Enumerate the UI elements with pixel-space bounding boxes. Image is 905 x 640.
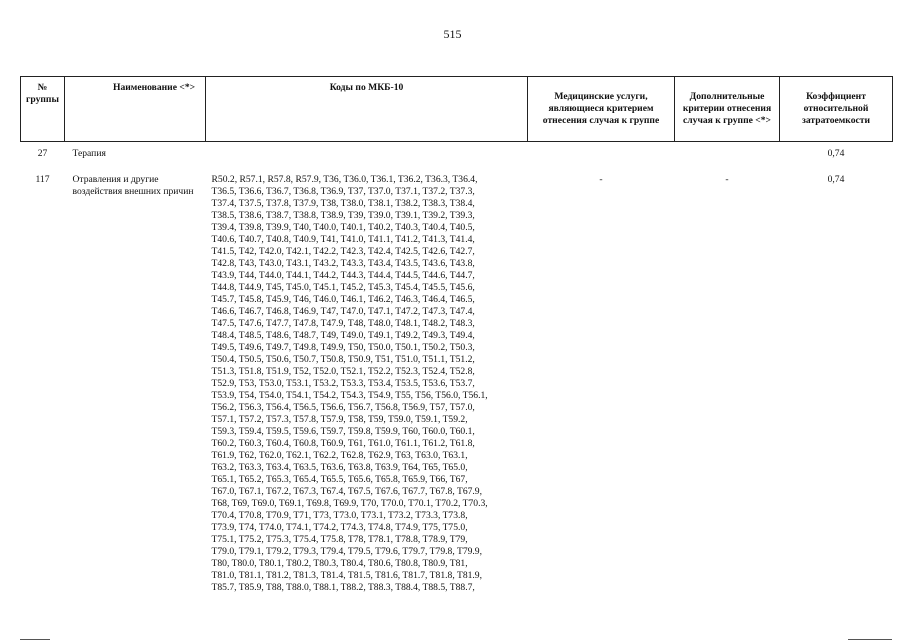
icd10-code-line: T38.5, T38.6, T38.7, T38.8, T38.9, T39, T39.0, T39.1, T39.2, T39.3, <box>211 210 475 221</box>
icd10-code-line: T80, T80.0, T80.1, T80.2, T80.3, T80.4, T80.6, T80.8, T80.9, T81, <box>211 558 468 569</box>
medical-services <box>528 148 675 168</box>
icd10-code-line: T85.7, T85.9, T88, T88.0, T88.1, T88.2, T88.3, T88.4, T88.5, T88.7, <box>211 582 475 593</box>
icd10-code-line: T43.9, T44, T44.0, T44.1, T44.2, T44.3, T44.4, T44.5, T44.6, T44.7, <box>211 270 475 281</box>
group-number: 117 <box>35 174 50 185</box>
icd10-code-line: T41.5, T42, T42.0, T42.1, T42.2, T42.3, T42.4, T42.5, T42.6, T42.7, <box>211 246 475 257</box>
icd10-code-line: T68, T69, T69.0, T69.1, T69.8, T69.9, T70, T70.0, T70.1, T70.2, T70.3, <box>211 498 488 509</box>
icd10-code-line: T67.0, T67.1, T67.2, T67.3, T67.4, T67.5, T67.6, T67.7, T67.8, T67.9, <box>211 486 483 497</box>
icd10-code-line: T56.2, T56.3, T56.4, T56.5, T56.6, T56.7, T56.8, T56.9, T57, T57.0, <box>211 402 475 413</box>
icd10-code-line: T42.8, T43, T43.0, T43.1, T43.2, T43.3, T43.4, T43.5, T43.6, T43.8, <box>211 258 475 269</box>
icd10-code-line: T48.4, T48.5, T48.6, T48.7, T49, T49.0, T49.1, T49.2, T49.3, T49.4, <box>211 330 475 341</box>
coefficient: 0,74 <box>827 148 845 159</box>
page-number: 515 <box>443 27 462 41</box>
icd10-code-line: T57.1, T57.2, T57.3, T57.8, T57.9, T58, T59, T59.0, T59.1, T59.2, <box>211 414 468 425</box>
icd10-code-line: T47.5, T47.6, T47.7, T47.8, T47.9, T48, T48.0, T48.1, T48.2, T48.3, <box>211 318 475 329</box>
additional-criteria: - <box>725 174 729 185</box>
header-coefficient: Коэффициент относительной затратоемкости <box>780 77 893 142</box>
icd10-code-line: T44.8, T44.9, T45, T45.0, T45.1, T45.2, T45.3, T45.4, T45.5, T45.6, <box>211 282 475 293</box>
icd10-code-line: T50.4, T50.5, T50.6, T50.7, T50.8, T50.9, T51, T51.0, T51.1, T51.2, <box>211 354 475 365</box>
icd10-code-line: T39.4, T39.8, T39.9, T40, T40.0, T40.1, T40.2, T40.3, T40.4, T40.5, <box>211 222 475 233</box>
icd10-code-line: T73.9, T74, T74.0, T74.1, T74.2, T74.3, T74.8, T74.9, T75, T75.0, <box>211 522 468 533</box>
icd10-code-line: T51.3, T51.8, T51.9, T52, T52.0, T52.1, T52.2, T52.3, T52.4, T52.8, <box>211 366 475 377</box>
group-name: Терапия <box>72 148 106 159</box>
table-row <box>21 174 893 594</box>
icd10-code-line: T61.9, T62, T62.0, T62.1, T62.2, T62.8, T62.9, T63, T63.0, T63.1, <box>211 450 468 461</box>
icd10-code-line: T52.9, T53, T53.0, T53.1, T53.2, T53.3, T53.4, T53.5, T53.6, T53.7, <box>211 378 475 389</box>
icd10-code-line: T63.2, T63.3, T63.4, T63.5, T63.6, T63.8, T63.9, T64, T65, T65.0, <box>211 462 468 473</box>
medical-services: - <box>599 174 603 185</box>
tariff-group-table <box>20 76 893 594</box>
header-additional-criteria: Дополнительные критерии отнесения случая к группе <*> <box>675 77 780 142</box>
group-name: Отравления и другие воздействия внешних причин <box>72 174 194 197</box>
additional-criteria <box>675 148 780 168</box>
icd10-code-line: T46.6, T46.7, T46.8, T46.9, T47, T47.0, T47.1, T47.2, T47.3, T47.4, <box>211 306 475 317</box>
table-row <box>21 148 893 168</box>
header-icd10-codes: Коды по МКБ-10 <box>206 77 528 142</box>
icd10-code-line: T45.7, T45.8, T45.9, T46, T46.0, T46.1, T46.2, T46.3, T46.4, T46.5, <box>211 294 475 305</box>
icd10-code-line: T70.4, T70.8, T70.9, T71, T73, T73.0, T73.1, T73.2, T73.3, T73.8, <box>211 510 468 521</box>
icd10-code-line: T40.6, T40.7, T40.8, T40.9, T41, T41.0, T41.1, T41.2, T41.3, T41.4, <box>211 234 475 245</box>
table-header-row <box>21 77 893 142</box>
icd10-code-line: R50.2, R57.1, R57.8, R57.9, T36, T36.0, T36.1, T36.2, T36.3, T36.4, <box>211 174 478 185</box>
coefficient: 0,74 <box>827 174 845 185</box>
icd10-code-line: T59.3, T59.4, T59.5, T59.6, T59.7, T59.8, T59.9, T60, T60.0, T60.1, <box>211 426 475 437</box>
icd10-code-line: T60.2, T60.3, T60.4, T60.8, T60.9, T61, T61.0, T61.1, T61.2, T61.8, <box>211 438 475 449</box>
header-medical-services: Медицинские услуги, являющиеся критерием отнесения случая к группе <box>528 77 675 142</box>
icd10-code-line: T65.1, T65.2, T65.3, T65.4, T65.5, T65.6, T65.8, T65.9, T66, T67, <box>211 474 468 485</box>
icd10-code-line: T36.5, T36.6, T36.7, T36.8, T36.9, T37, T37.0, T37.1, T37.2, T37.3, <box>211 186 475 197</box>
icd10-code-line: T53.9, T54, T54.0, T54.1, T54.2, T54.3, T54.9, T55, T56, T56.0, T56.1, <box>211 390 488 401</box>
icd10-code-line: T81.0, T81.1, T81.2, T81.3, T81.4, T81.5, T81.6, T81.7, T81.8, T81.9, <box>211 570 483 581</box>
header-group-number: № группы <box>21 77 65 142</box>
header-name: Наименование <*> <box>65 77 206 142</box>
icd10-code-line: T79.0, T79.1, T79.2, T79.3, T79.4, T79.5, T79.6, T79.7, T79.8, T79.9, <box>211 546 483 557</box>
icd10-code-line: T49.5, T49.6, T49.7, T49.8, T49.9, T50, T50.0, T50.1, T50.2, T50.3, <box>211 342 475 353</box>
icd10-code-line: T75.1, T75.2, T75.3, T75.4, T75.8, T78, T78.1, T78.8, T78.9, T79, <box>211 534 468 545</box>
icd10-code-line: T37.4, T37.5, T37.8, T37.9, T38, T38.0, T38.1, T38.2, T38.3, T38.4, <box>211 198 475 209</box>
icd10-codes <box>206 174 528 594</box>
group-number: 27 <box>37 148 48 159</box>
icd10-codes <box>206 148 528 168</box>
